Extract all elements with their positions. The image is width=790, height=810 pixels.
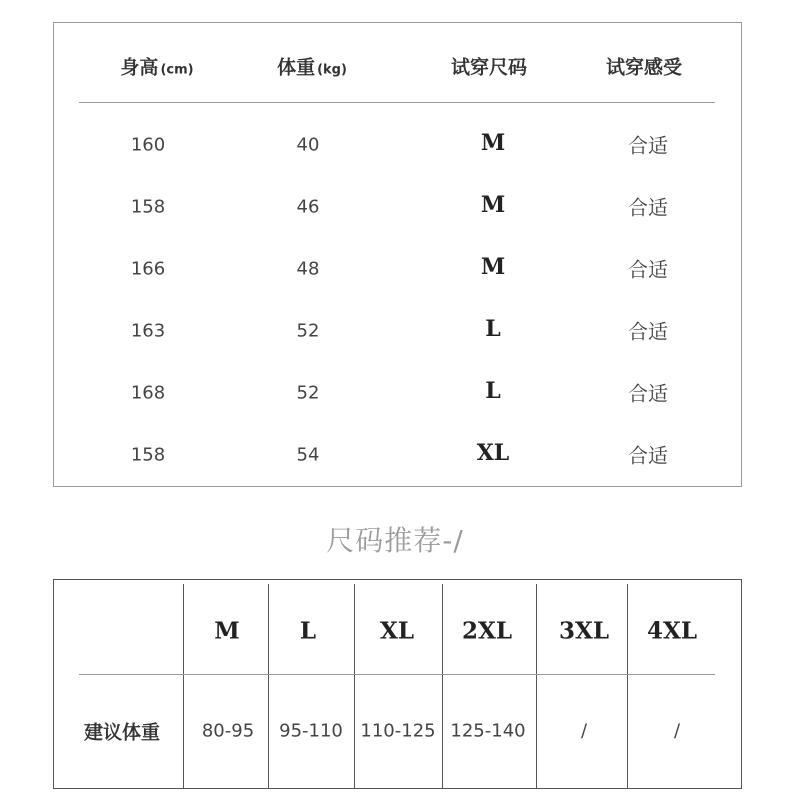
size-header-4xl: 4XL bbox=[646, 617, 698, 645]
weight-cell: 52 bbox=[296, 382, 320, 404]
size-cell: L bbox=[485, 378, 501, 404]
recommend-title: 尺码推荐-/ bbox=[326, 524, 464, 557]
weight-range-cell: 80-95 bbox=[201, 720, 255, 742]
size-cell: M bbox=[480, 192, 506, 218]
height-cell: 160 bbox=[130, 134, 166, 156]
header-divider bbox=[79, 102, 715, 103]
suggested-weight-label: 建议体重 bbox=[83, 721, 161, 744]
header-weight: 体重 (kg) bbox=[277, 56, 347, 79]
size-header-2xl: 2XL bbox=[461, 617, 513, 645]
weight-range-cell: 110-125 bbox=[360, 720, 436, 742]
weight-cell: 48 bbox=[296, 258, 320, 280]
height-cell: 158 bbox=[130, 444, 166, 466]
feel-cell: 合适 bbox=[628, 443, 668, 468]
feel-cell: 合适 bbox=[628, 133, 668, 158]
column-divider bbox=[354, 584, 355, 789]
weight-cell: 52 bbox=[296, 320, 320, 342]
weight-cell: 40 bbox=[296, 134, 320, 156]
feel-cell: 合适 bbox=[628, 381, 668, 406]
size-recommend-table bbox=[53, 579, 742, 789]
column-divider bbox=[183, 584, 184, 789]
height-cell: 158 bbox=[130, 196, 166, 218]
height-cell: 168 bbox=[130, 382, 166, 404]
height-cell: 166 bbox=[130, 258, 166, 280]
height-cell: 163 bbox=[130, 320, 166, 342]
size-header-xl: XL bbox=[379, 617, 415, 645]
size-cell: L bbox=[485, 316, 501, 342]
column-divider bbox=[442, 584, 443, 789]
size-header-l: L bbox=[299, 617, 317, 645]
weight-cell: 46 bbox=[296, 196, 320, 218]
size-cell: XL bbox=[476, 440, 510, 466]
header-feel: 试穿感受 bbox=[605, 56, 683, 79]
weight-cell: 54 bbox=[296, 444, 320, 466]
feel-cell: 合适 bbox=[628, 319, 668, 344]
row-divider bbox=[79, 674, 715, 675]
fit-table bbox=[53, 22, 742, 487]
weight-range-cell: 95-110 bbox=[279, 720, 343, 742]
weight-range-cell: / bbox=[673, 720, 681, 742]
size-header-3xl: 3XL bbox=[558, 617, 610, 645]
header-size: 试穿尺码 bbox=[450, 56, 528, 79]
size-cell: M bbox=[480, 254, 506, 280]
column-divider bbox=[627, 584, 628, 789]
column-divider bbox=[536, 584, 537, 789]
weight-range-cell: / bbox=[580, 720, 588, 742]
size-cell: M bbox=[480, 130, 506, 156]
column-divider bbox=[268, 584, 269, 789]
weight-range-cell: 125-140 bbox=[450, 720, 526, 742]
size-header-m: M bbox=[214, 617, 240, 645]
feel-cell: 合适 bbox=[628, 195, 668, 220]
header-height: 身高 (cm) bbox=[120, 56, 194, 79]
feel-cell: 合适 bbox=[628, 257, 668, 282]
